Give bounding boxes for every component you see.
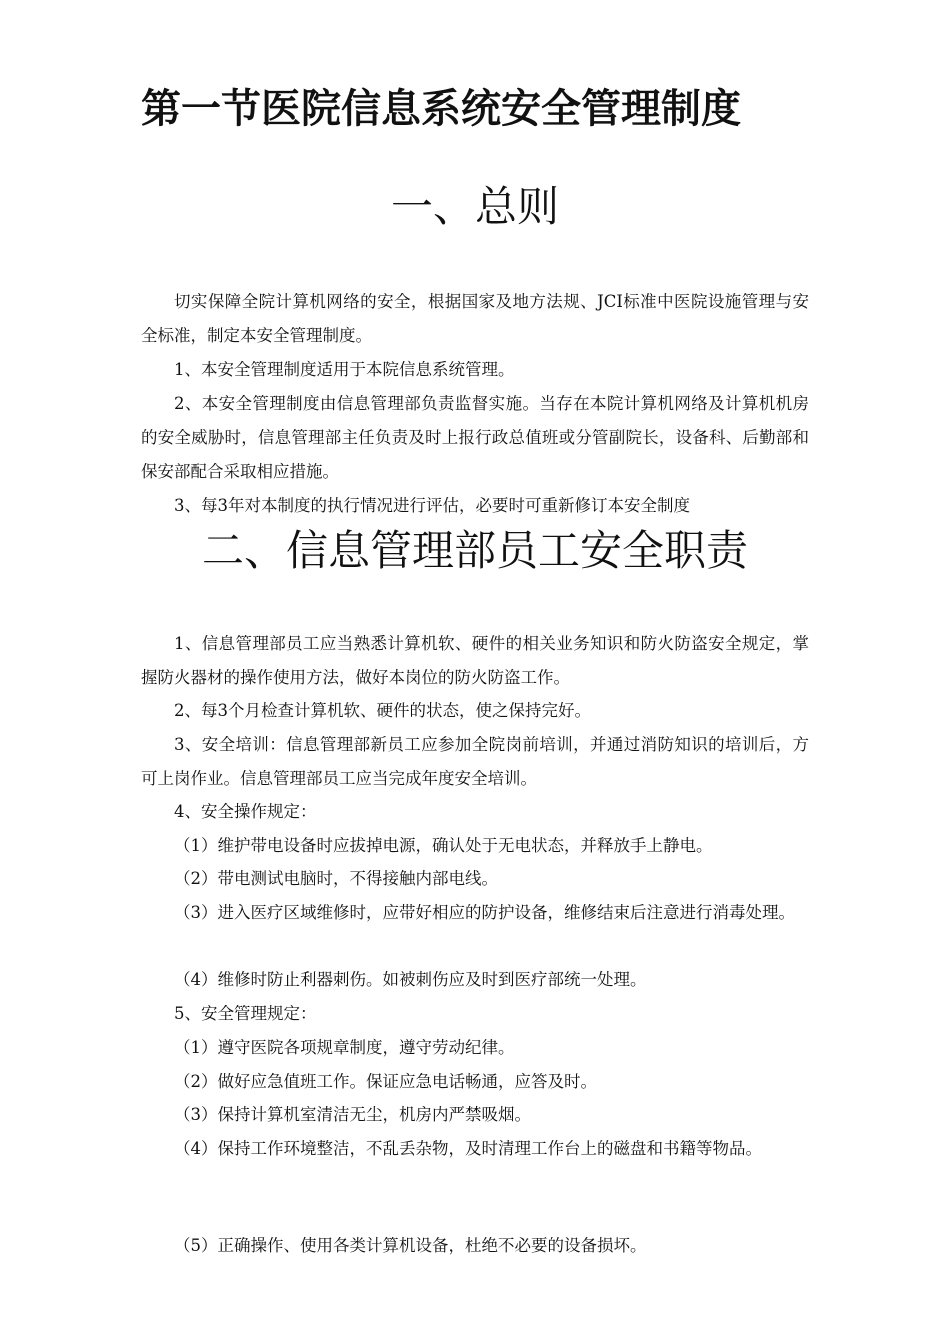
section2-item-5-2: （2）做好应急值班工作。保证应急电话畅通，应答及时。 — [174, 1072, 597, 1091]
section2-item-4-3: （3）进入医疗区域维修时，应带好相应的防护设备，维修结束后注意进行消毒处理。 — [174, 903, 795, 922]
section-heading-staff-duties: 二、信息管理部员工安全职责 — [201, 526, 748, 575]
section2-item-5-1: （1）遵守医院各项规章制度，遵守劳动纪律。 — [174, 1038, 515, 1057]
section2-item-5-4: （4）保持工作环境整洁，不乱丢杂物，及时清理工作台上的磁盘和书籍等物品。 — [174, 1139, 762, 1158]
section1-intro: 切实保障全院计算机网络的安全，根据国家及地方法规、JCI标准中医院设施管理与安全标准，制定本安全管理制度。 — [141, 292, 809, 345]
section1-item-1: 1、本安全管理制度适用于本院信息系统管理。 — [174, 360, 515, 379]
section-heading-general: 一、总则 — [390, 182, 559, 231]
section2-item-1: 1、信息管理部员工应当熟悉计算机软、硬件的相关业务知识和防火防盗安全规定，掌握防火器材的操作使用方法，做好本岗位的防火防盗工作。 — [141, 634, 809, 687]
section2-item-2: 2、每3个月检查计算机软、硬件的状态，使之保持完好。 — [174, 701, 591, 720]
document-title: 第一节医院信息系统安全管理制度 — [141, 86, 741, 132]
section2-item-4: 4、安全操作规定： — [174, 802, 317, 821]
section2-item-5-5: （5）正确操作、使用各类计算机设备，杜绝不必要的设备损坏。 — [174, 1236, 647, 1255]
section1-item-3: 3、每3年对本制度的执行情况进行评估，必要时可重新修订本安全制度 — [174, 496, 690, 515]
section2-item-4-1: （1）维护带电设备时应拔掉电源，确认处于无电状态，并释放手上静电。 — [174, 836, 713, 855]
section2-item-3: 3、安全培训：信息管理部新员工应参加全院岗前培训，并通过消防知识的培训后，方可上岗作业。信息管理部员工应当完成年度安全培训。 — [141, 735, 809, 788]
section2-item-4-4: （4）维修时防止利器刺伤。如被刺伤应及时到医疗部统一处理。 — [174, 970, 647, 989]
section1-item-2: 2、本安全管理制度由信息管理部负责监督实施。当存在本院计算机网络及计算机机房的安全威胁时，信息管理部主任负责及时上报行政总值班或分管副院长，设备科、后勤部和保安部配合采取相应措施。 — [141, 394, 809, 481]
section2-item-5: 5、安全管理规定： — [174, 1004, 317, 1023]
section2-item-4-2: （2）带电测试电脑时，不得接触内部电线。 — [174, 869, 498, 888]
section2-item-5-3: （3）保持计算机室清洁无尘，机房内严禁吸烟。 — [174, 1105, 531, 1124]
